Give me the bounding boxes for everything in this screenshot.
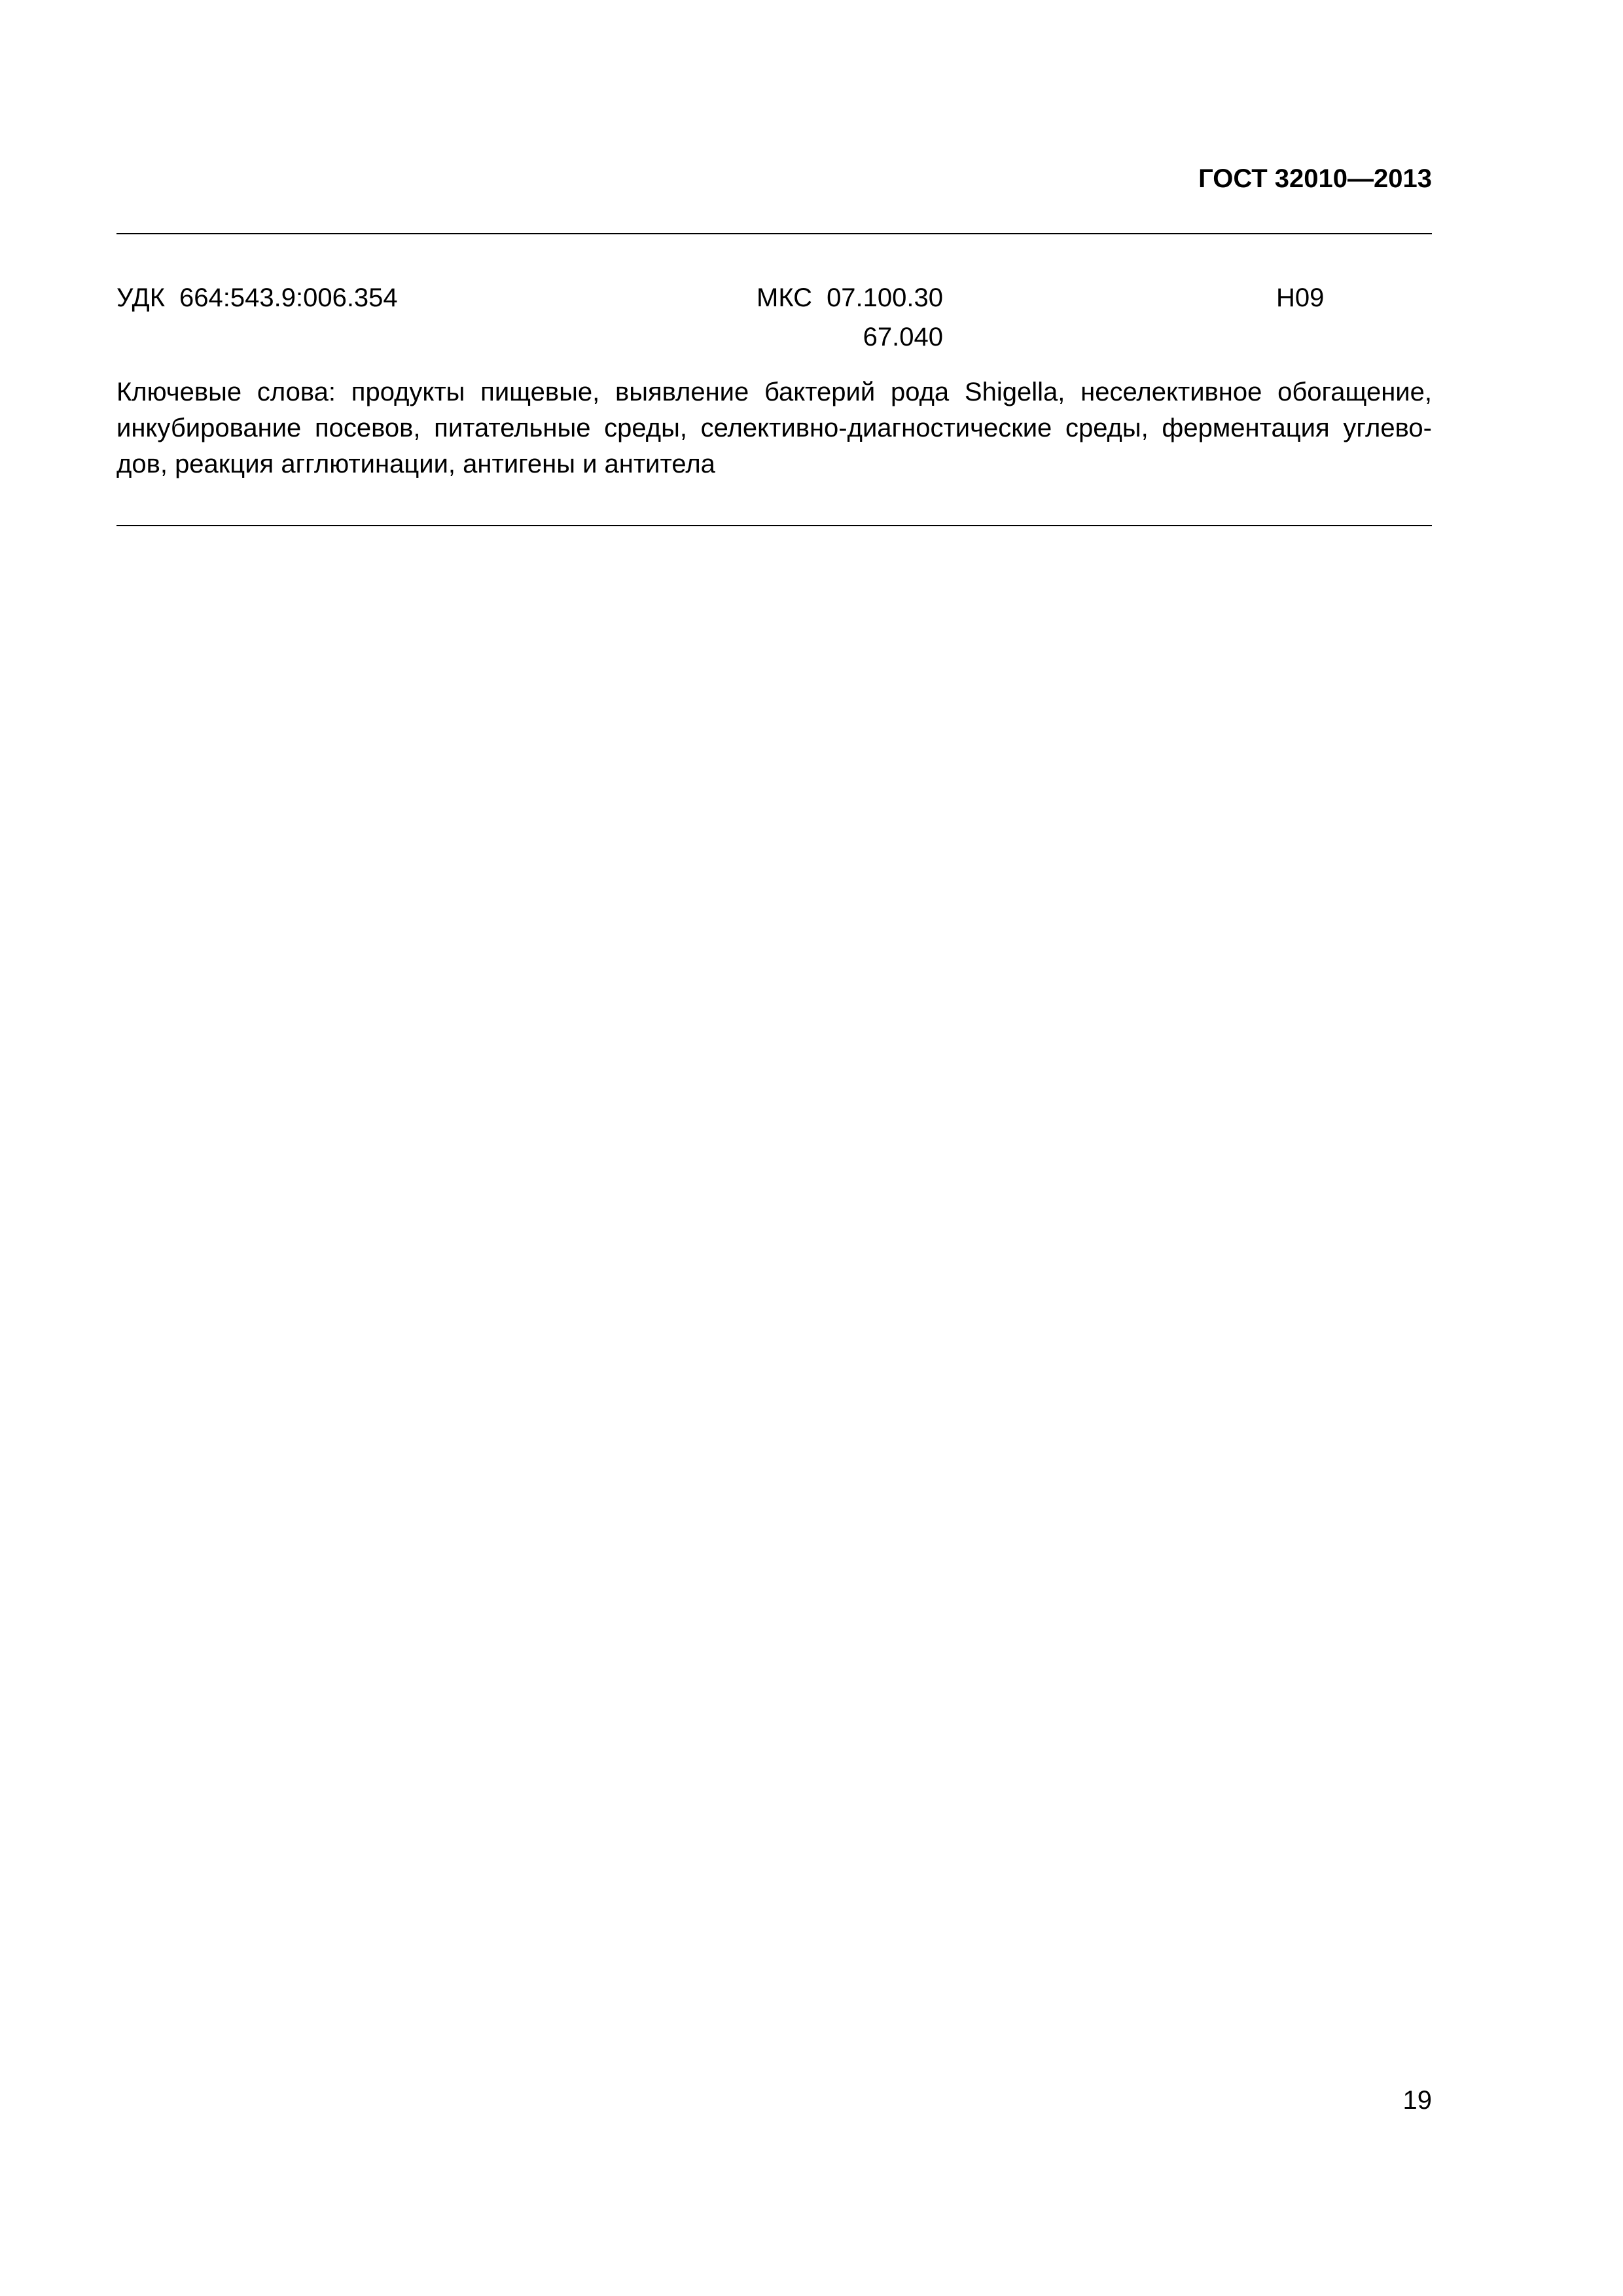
- keywords-label: Ключевые слова:: [116, 378, 336, 406]
- keywords-line-2: инкубирование посевов, питательные среды, селективно-диагностические среды, ферментация углево-: [116, 414, 1432, 442]
- top-divider: [116, 233, 1432, 234]
- keywords-paragraph: [116, 374, 1432, 482]
- mks-block: [757, 278, 943, 357]
- bottom-divider: [116, 525, 1432, 526]
- udk-value: 664:543.9:006.354: [179, 283, 398, 312]
- mks-value-primary: 07.100.30: [827, 283, 944, 312]
- keywords-line-3: дов, реакция агглютинации, антигены и антитела: [116, 450, 715, 478]
- classification-code: Н09: [1276, 283, 1325, 312]
- keywords-line-1: [116, 374, 1432, 410]
- mks-value-secondary: 67.040: [863, 323, 944, 351]
- udk-block: [116, 278, 398, 317]
- mks-label: МКС: [757, 283, 813, 312]
- document-standard-title: ГОСТ 32010—2013: [1198, 164, 1432, 193]
- page-number: 19: [1402, 2086, 1432, 2115]
- udk-label: УДК: [116, 283, 166, 312]
- keywords-text-1: продукты пищевые, выявление бактерий рода Shigella, неселективное обогащение,: [351, 378, 1432, 406]
